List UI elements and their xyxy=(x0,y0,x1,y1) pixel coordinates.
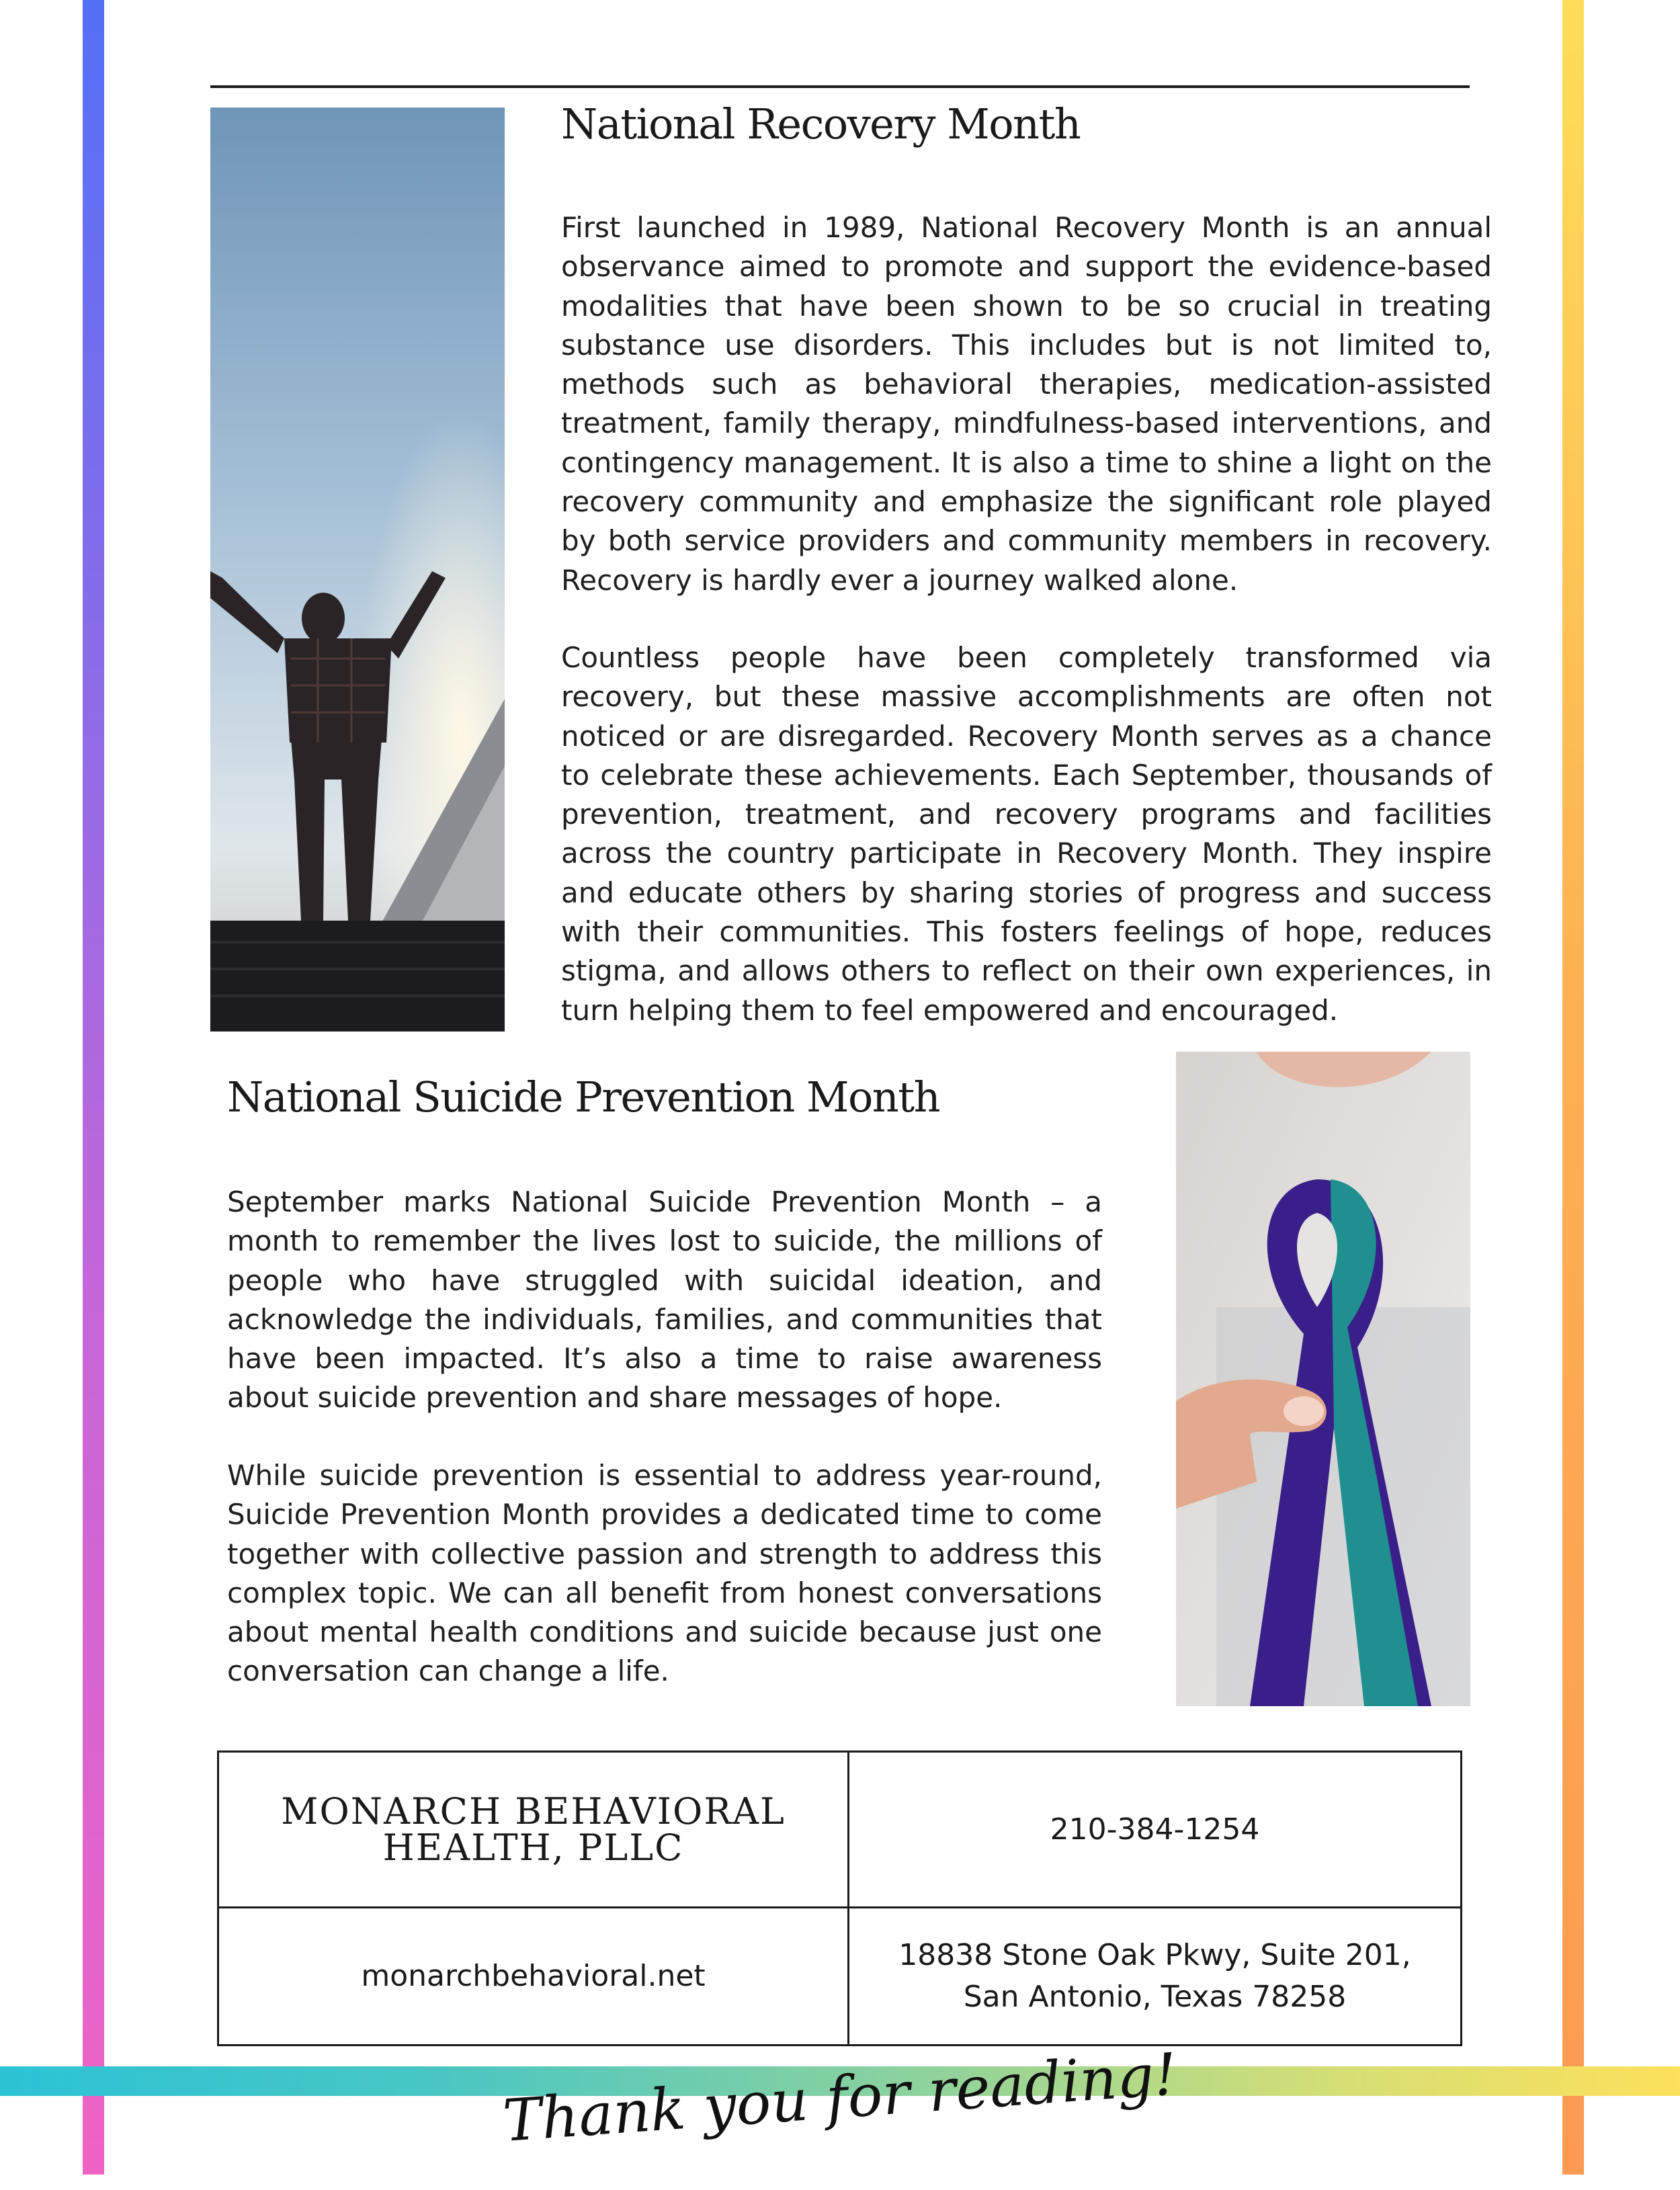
top-divider xyxy=(210,85,1470,88)
website-link[interactable]: monarchbehavioral.net xyxy=(361,1959,706,1993)
left-gradient-border xyxy=(83,0,104,2175)
phone-cell xyxy=(849,1753,1460,1908)
recovery-paragraph-2: Countless people have been completely transformed via recovery, but these massive accomplishments are often not noticed or are disregarded. Recovery Month serves as a chance to celebrate these achievements. Each September, thousands of prevention, treatment, and recovery programs and facilities across the country participate in Recovery Month. They inspire and educate others by sharing stories of progress and success with their communities. This fosters feelings of hope, reduces stigma, and allows others to reflect on their own experiences, in turn helping them to feel empowered and encouraged. xyxy=(561,641,1492,1027)
address-line-1: 18838 Stone Oak Pkwy, Suite 201, xyxy=(898,1938,1411,1972)
closing-signature: Thank you for reading! xyxy=(501,2041,1179,2155)
awareness-ribbon-photo xyxy=(1176,1052,1470,1706)
suicide-prevention-paragraph-2: While suicide prevention is essential to address year-round, Suicide Prevention Month provides a dedicated time to come together with collective passion and strength to address this complex topic. We can all benefit from honest conversations about mental health conditions and suicide because just one conversation can change a life. xyxy=(227,1459,1102,1688)
address-line-2: San Antonio, Texas 78258 xyxy=(963,1980,1347,2014)
suicide-prevention-paragraph-1: September marks National Suicide Prevention Month – a month to remember the lives lost to suicide, the millions of people who have struggled with suicidal ideation, and acknowledge the individuals, families, and communities that have been impacted. It’s also a time to raise awareness about suicide prevention and share messages of hope. xyxy=(227,1185,1102,1415)
right-gradient-border xyxy=(1562,0,1584,2175)
organization-cell xyxy=(219,1753,849,1908)
recovery-paragraph-1: First launched in 1989, National Recovery Month is an annual observance aimed to promote and support the evidence-based modalities that have been shown to be so crucial in treating substance use disorders. This includes but is not limited to, methods such as behavioral therapies, medication-assisted treatment, family therapy, mindfulness-based interventions, and contingency management. It is also a time to shine a light on the recovery community and emphasize the significant role played by both service providers and community members in recovery. Recovery is hardly ever a journey walked alone. xyxy=(561,211,1492,597)
recovery-heading: National Recovery Month xyxy=(561,99,1081,149)
suicide-prevention-heading: National Suicide Prevention Month xyxy=(227,1072,940,1122)
phone-number[interactable]: 210-384-1254 xyxy=(1050,1812,1260,1847)
recovery-photo xyxy=(210,108,505,1031)
website-cell xyxy=(219,1908,849,2044)
organization-name: MONARCH BEHAVIORAL HEALTH, PLLC xyxy=(281,1789,786,1869)
contact-table xyxy=(217,1751,1462,2046)
address-cell xyxy=(849,1908,1460,2044)
